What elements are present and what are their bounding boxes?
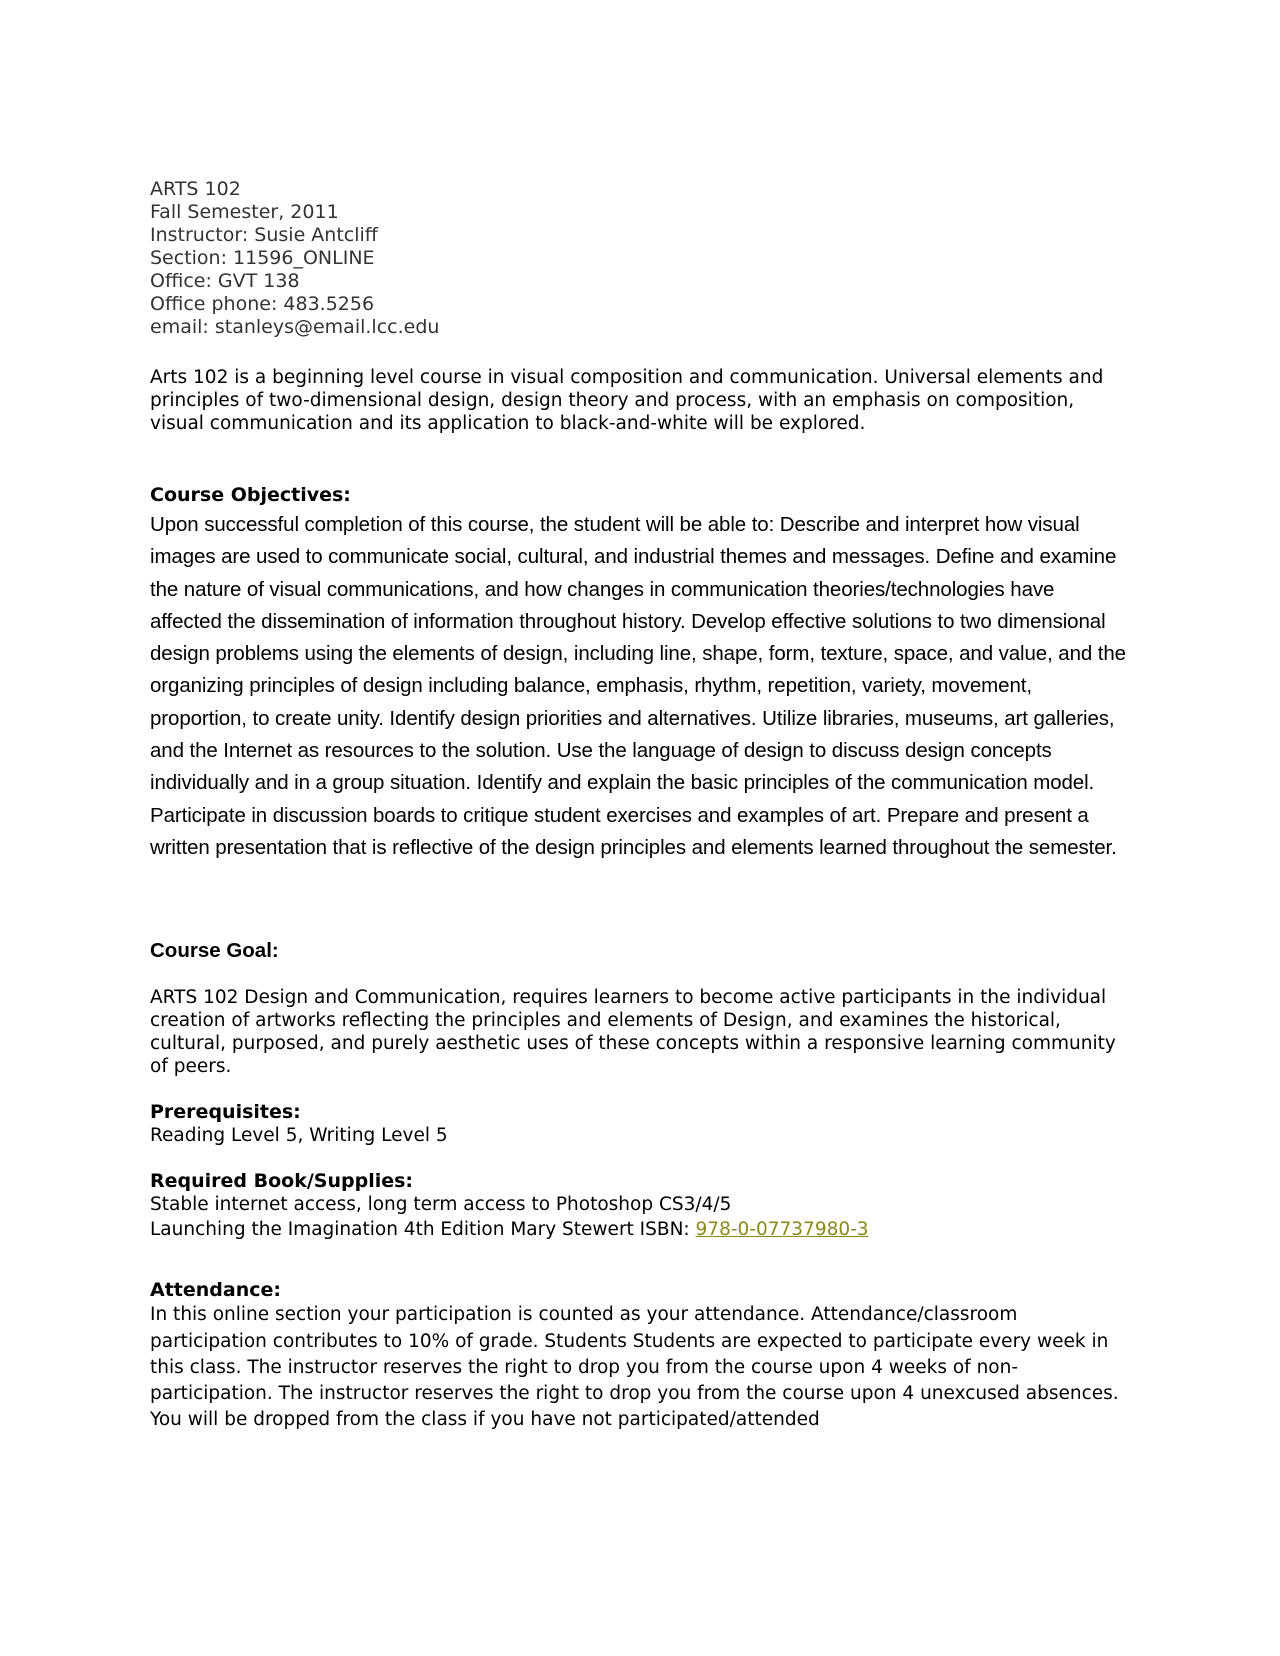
course-info-header — [150, 178, 1130, 339]
course-code: ARTS 102 — [150, 178, 241, 200]
syllabus-page — [150, 178, 1130, 1434]
course-description: Arts 102 is a beginning level course in visual composition and communication. Universal elements and principles of two-dimensional design, design theory and process, with an emphasis on composition, visual communication and its application to black-and-white will be explored. — [150, 367, 1104, 434]
attendance-heading: Attendance: — [150, 1279, 281, 1302]
supplies-internet: Stable internet access, long term access to Photoshop CS3/4/5 — [150, 1194, 732, 1216]
supplies-book — [150, 1216, 1130, 1243]
semester: Fall Semester, 2011 — [150, 201, 339, 223]
goal-heading: Course Goal: — [150, 939, 279, 963]
instructor: Instructor: Susie Antcliff — [150, 224, 378, 246]
objectives-body: Upon successful completion of this course, the student will be able to: Describe and interpret how visual images are used to communicate social, cultural, and industrial themes and messages. Define and examine the nature of visual communications, and how changes in communication theories/technologies have affected the dissemination of information throughout history. Develop effective solutions to two dimensional design problems using the elements of design, including line, shape, form, texture, space, and value, and the organizing principles of design including balance, emphasis, rhythm, repetition, variety, movement, proportion, to create unity. Identify design priorities and alternatives. Utilize libraries, museums, art galleries, and the Internet as resources to the solution. Use the language of design to discuss design concepts individually and in a group situation. Identify and explain the basic principles of the communication model. Participate in discussion boards to critique student exercises and examples of art. Prepare and present a written presentation that is reflective of the design principles and elements learned throughout the semester. — [150, 513, 1126, 859]
office: Office: GVT 138 — [150, 270, 300, 292]
attendance-body: In this online section your participation is counted as your attendance. Attendance/classroom participation contributes to 10% of grade. Students Students are expected to participate every week in this class. The instructor reserves the right to drop you from the course upon 4 weeks of non-participation. The instructor reserves the right to drop you from the course upon 4 unexcused absences. You will be dropped from the class if you have not participated/attended — [150, 1304, 1119, 1431]
goal-body: ARTS 102 Design and Communication, requires learners to become active participants in the individual creation of artworks reflecting the principles and elements of Design, and examines the historical, cultural, purposed, and purely aesthetic uses of these concepts within a responsive learning community of peers. — [150, 987, 1116, 1078]
objectives-heading: Course Objectives: — [150, 484, 351, 506]
instructor-email: email: stanleys@email.lcc.edu — [150, 316, 440, 338]
isbn-link[interactable]: 978-0-07737980-3 — [695, 1219, 869, 1241]
section: Section: 11596_ONLINE — [150, 247, 375, 269]
book-title: Launching the Imagination 4th Edition Mary Stewert ISBN: — [150, 1219, 696, 1241]
prerequisites-heading: Prerequisites: — [150, 1101, 301, 1124]
office-phone: Office phone: 483.5256 — [150, 293, 375, 315]
supplies-heading: Required Book/Supplies: — [150, 1170, 414, 1193]
prerequisites-body: Reading Level 5, Writing Level 5 — [150, 1125, 448, 1147]
